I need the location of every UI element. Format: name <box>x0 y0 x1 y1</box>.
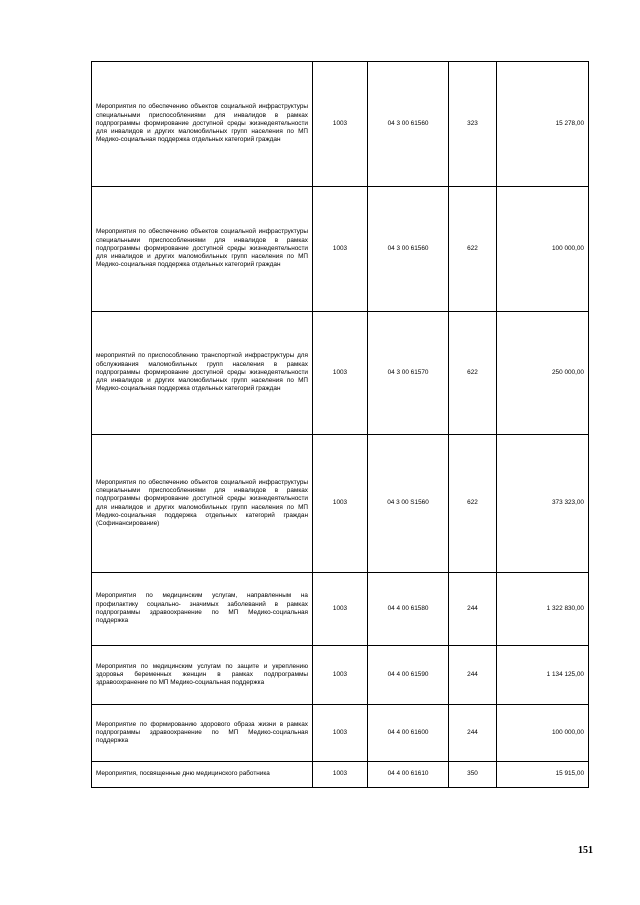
row-section-code: 1003 <box>313 435 368 573</box>
row-target-code: 04 4 00 61580 <box>368 573 449 646</box>
row-section-code: 1003 <box>313 705 368 762</box>
row-description: мероприятий по приспособлению транспортной инфраструктуры для обслуживания маломобильных групп населения в рамках подпрограммы формирование доступной среды жизнедеятельности для инвалидов и других маломобильных групп населения по МП Медико-социальная поддержка отдельных категорий граждан <box>92 312 313 435</box>
row-section-code: 1003 <box>313 762 368 788</box>
row-description: Мероприятия по обеспечению объектов социальной инфраструктуры специальными приспособлениями для инвалидов в рамках подпрограммы формирование доступной среды жизнедеятельности для инвалидов и других маломобильных групп населения по МП Медико-социальная поддержка отдельных категорий граждан <box>92 62 313 187</box>
row-description: Мероприятия по обеспечению объектов социальной инфраструктуры специальными приспособлениями для инвалидов в рамках подпрограммы формирование доступной среды жизнедеятельности для инвалидов и других маломобильных групп населения по МП Медико-социальная поддержка отдельных категорий граждан (Софинансирование) <box>92 435 313 573</box>
row-target-code: 04 4 00 61610 <box>368 762 449 788</box>
row-target-code: 04 4 00 61590 <box>368 646 449 705</box>
table-row <box>92 762 589 788</box>
row-description: Мероприятия, посвященные дню медицинского работника <box>92 762 313 788</box>
row-section-code: 1003 <box>313 62 368 187</box>
row-section-code: 1003 <box>313 646 368 705</box>
table-row <box>92 705 589 762</box>
row-expense-type: 622 <box>449 312 497 435</box>
row-expense-type: 244 <box>449 573 497 646</box>
table-row <box>92 573 589 646</box>
row-target-code: 04 4 00 61600 <box>368 705 449 762</box>
row-expense-type: 323 <box>449 62 497 187</box>
row-expense-type: 622 <box>449 435 497 573</box>
row-target-code: 04 3 00 61560 <box>368 62 449 187</box>
row-target-code: 04 3 00 S1560 <box>368 435 449 573</box>
row-target-code: 04 3 00 61560 <box>368 187 449 312</box>
row-expense-type: 244 <box>449 705 497 762</box>
row-section-code: 1003 <box>313 312 368 435</box>
row-description: Мероприятия по медицинским услугам по защите и укреплению здоровья беременных женщин в рамках подпрограммы здравоохранение по МП Медико-социальная поддержка <box>92 646 313 705</box>
table-row <box>92 187 589 312</box>
table-row <box>92 435 589 573</box>
row-description: Мероприятия по обеспечению объектов социальной инфраструктуры специальными приспособлениями для инвалидов в рамках подпрограммы формирование доступной среды жизнедеятельности для инвалидов и других маломобильных групп населения по МП Медико-социальная поддержка отдельных категорий граждан <box>92 187 313 312</box>
row-expense-type: 244 <box>449 646 497 705</box>
table-row <box>92 62 589 187</box>
table-row <box>92 646 589 705</box>
row-amount: 100 000,00 <box>497 705 589 762</box>
row-amount: 1 134 125,00 <box>497 646 589 705</box>
row-section-code: 1003 <box>313 573 368 646</box>
table-row <box>92 312 589 435</box>
row-amount: 250 000,00 <box>497 312 589 435</box>
row-amount: 100 000,00 <box>497 187 589 312</box>
row-description: Мероприятие по формированию здорового образа жизни в рамках подпрограммы здравоохранение по МП Медико-социальная поддержка <box>92 705 313 762</box>
row-description: Мероприятия по медицинским услугам, направленным на профилактику социально- значимых заболеваний в рамках подпрограммы здравоохранение по МП Медико-социальная поддержка <box>92 573 313 646</box>
row-section-code: 1003 <box>313 187 368 312</box>
row-amount: 1 322 830,00 <box>497 573 589 646</box>
budget-table <box>91 61 589 788</box>
row-amount: 373 323,00 <box>497 435 589 573</box>
row-expense-type: 622 <box>449 187 497 312</box>
row-expense-type: 350 <box>449 762 497 788</box>
page-number: 151 <box>578 845 593 856</box>
row-amount: 15 915,00 <box>497 762 589 788</box>
row-target-code: 04 3 00 61570 <box>368 312 449 435</box>
row-amount: 15 278,00 <box>497 62 589 187</box>
